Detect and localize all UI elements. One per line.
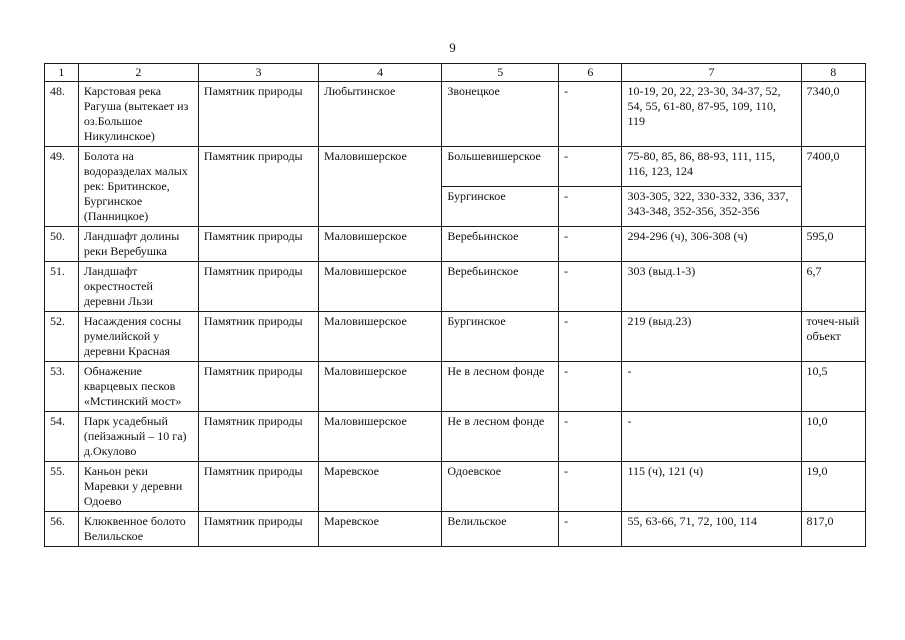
row-number: 56. (45, 512, 79, 547)
object-category: Памятник природы (198, 412, 318, 462)
object-category: Памятник природы (198, 362, 318, 412)
header-row (45, 64, 866, 82)
column-header: 8 (801, 64, 865, 82)
area: точеч-ный объект (801, 312, 865, 362)
column-header: 4 (319, 64, 442, 82)
column-header: 2 (78, 64, 198, 82)
quarters: 115 (ч), 121 (ч) (622, 462, 801, 512)
dash: - (559, 362, 622, 412)
table-row (45, 412, 866, 462)
forestry: Большевишерское (442, 147, 559, 187)
object-category: Памятник природы (198, 227, 318, 262)
quarters: 55, 63-66, 71, 72, 100, 114 (622, 512, 801, 547)
area: 595,0 (801, 227, 865, 262)
forestry: Не в лесном фонде (442, 412, 559, 462)
district: Маловишерское (319, 262, 442, 312)
quarters: 10-19, 20, 22, 23-30, 34-37, 52, 54, 55, 61-80, 87-95, 109, 110, 119 (622, 82, 801, 147)
column-header: 3 (198, 64, 318, 82)
table-row (45, 82, 866, 147)
forestry: Бургинское (442, 312, 559, 362)
object-category: Памятник природы (198, 147, 318, 227)
dash: - (559, 512, 622, 547)
column-header: 6 (559, 64, 622, 82)
object-name: Ландшафт долины реки Веребушка (78, 227, 198, 262)
dash: - (559, 227, 622, 262)
district: Маловишерское (319, 312, 442, 362)
forestry: Велильское (442, 512, 559, 547)
column-header: 5 (442, 64, 559, 82)
table-row (45, 312, 866, 362)
dash: - (559, 262, 622, 312)
area: 10,5 (801, 362, 865, 412)
area: 6,7 (801, 262, 865, 312)
district: Маловишерское (319, 227, 442, 262)
dash: - (559, 462, 622, 512)
column-header: 7 (622, 64, 801, 82)
quarters: 219 (выд.23) (622, 312, 801, 362)
row-number: 55. (45, 462, 79, 512)
object-name: Обнажение кварцевых песков «Мстинский мост» (78, 362, 198, 412)
object-category: Памятник природы (198, 262, 318, 312)
district: Маревское (319, 512, 442, 547)
table-body (45, 82, 866, 547)
area: 817,0 (801, 512, 865, 547)
table-row (45, 262, 866, 312)
area: 7400,0 (801, 147, 865, 227)
district: Маловишерское (319, 147, 442, 227)
object-name: Каньон реки Маревки у деревни Одоево (78, 462, 198, 512)
row-number: 54. (45, 412, 79, 462)
dash: - (559, 187, 622, 227)
table-row (45, 512, 866, 547)
object-name: Насаждения сосны румелийской у деревни Красная (78, 312, 198, 362)
forestry: Веребьинское (442, 262, 559, 312)
row-number: 52. (45, 312, 79, 362)
forestry: Бургинское (442, 187, 559, 227)
row-number: 53. (45, 362, 79, 412)
district: Маловишерское (319, 412, 442, 462)
row-number: 48. (45, 82, 79, 147)
table-header (45, 64, 866, 82)
dash: - (559, 412, 622, 462)
object-name: Карстовая река Рагуша (вытекает из оз.Большое Никулинское) (78, 82, 198, 147)
quarters: 294-296 (ч), 306-308 (ч) (622, 227, 801, 262)
object-name: Болота на водоразделах малых рек: Бритинское, Бургинское (Панницкое) (78, 147, 198, 227)
table-row (45, 147, 866, 187)
area: 7340,0 (801, 82, 865, 147)
forestry: Веребьинское (442, 227, 559, 262)
area: 19,0 (801, 462, 865, 512)
table-row (45, 362, 866, 412)
object-name: Ландшафт окрестностей деревни Льзи (78, 262, 198, 312)
table-row (45, 462, 866, 512)
district: Маловишерское (319, 362, 442, 412)
object-category: Памятник природы (198, 462, 318, 512)
column-header: 1 (45, 64, 79, 82)
dash: - (559, 147, 622, 187)
forestry: Не в лесном фонде (442, 362, 559, 412)
row-number: 50. (45, 227, 79, 262)
district: Любытинское (319, 82, 442, 147)
protected-areas-table (44, 63, 866, 547)
dash: - (559, 82, 622, 147)
area: 10,0 (801, 412, 865, 462)
dash: - (559, 312, 622, 362)
table-row (45, 227, 866, 262)
quarters: - (622, 412, 801, 462)
quarters: - (622, 362, 801, 412)
forestry: Одоевское (442, 462, 559, 512)
object-name: Клюквенное болото Велильское (78, 512, 198, 547)
row-number: 49. (45, 147, 79, 227)
object-category: Памятник природы (198, 82, 318, 147)
forestry: Звонецкое (442, 82, 559, 147)
quarters: 303 (выд.1-3) (622, 262, 801, 312)
object-name: Парк усадебный (пейзажный – 10 га) д.Окулово (78, 412, 198, 462)
district: Маревское (319, 462, 442, 512)
quarters: 75-80, 85, 86, 88-93, 111, 115, 116, 123, 124 (622, 147, 801, 187)
quarters: 303-305, 322, 330-332, 336, 337, 343-348, 352-356, 352-356 (622, 187, 801, 227)
row-number: 51. (45, 262, 79, 312)
page-number: 9 (449, 40, 456, 55)
object-category: Памятник природы (198, 512, 318, 547)
object-category: Памятник природы (198, 312, 318, 362)
